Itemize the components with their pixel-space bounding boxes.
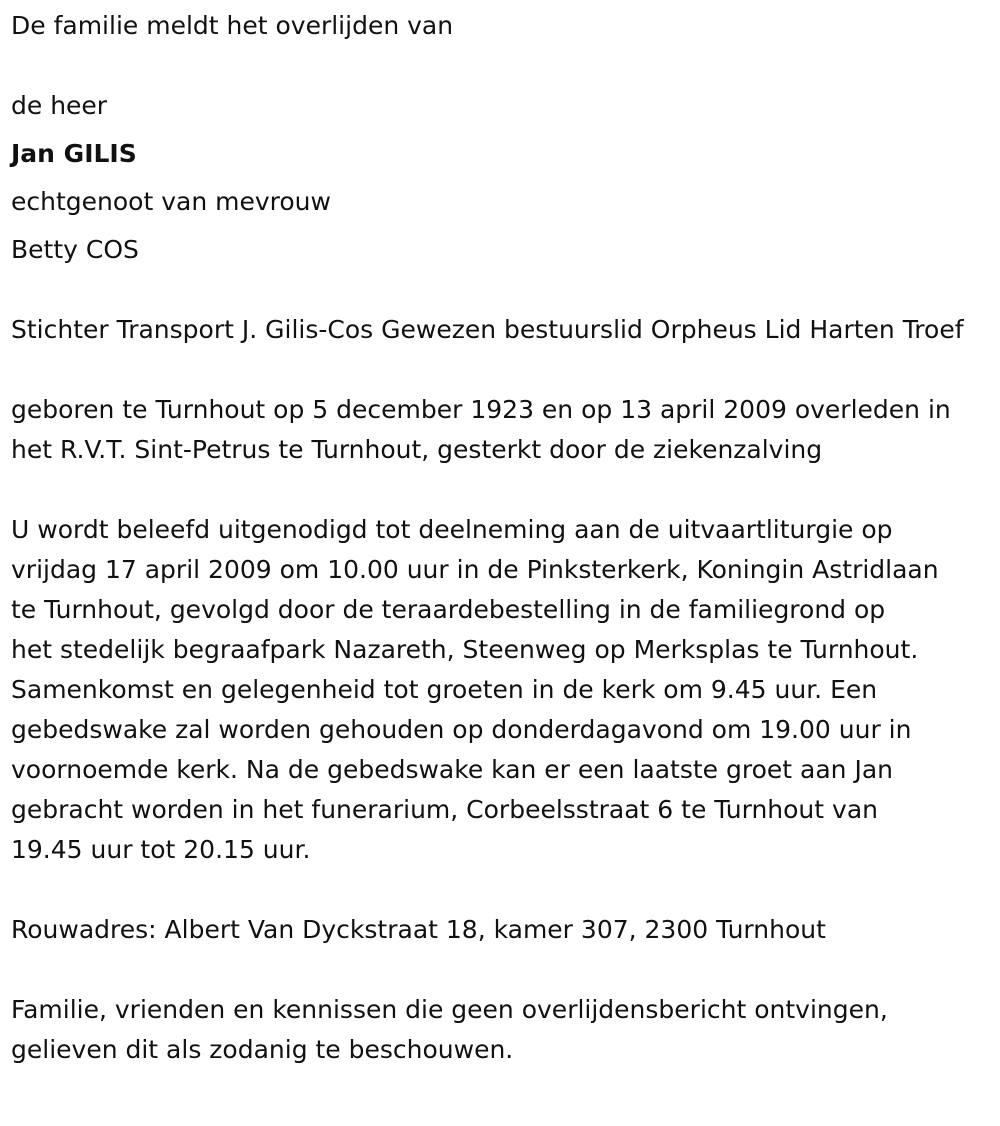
spouse-name: Betty COS [11,235,139,264]
mourning-address: Rouwadres: Albert Van Dyckstraat 18, kamer 307, 2300 Turnhout [11,915,826,944]
closing-paragraph [11,990,990,1070]
funeral-line: U wordt beleefd uitgenodigd tot deelneming aan de uitvaartliturgie op [11,515,893,544]
spacer [11,174,990,182]
intro-text: De familie meldt het overlijden van [11,11,454,40]
roles-text: Stichter Transport J. Gilis-Cos Gewezen bestuurslid Orpheus Lid Harten Troef [11,315,964,344]
birth-death-text: geboren te Turnhout op 5 december 1923 en op 13 april 2009 overleden in het R.V.T. Sint-Petrus te Turnhout, gesterkt door de ziekenzalving [11,395,951,464]
funeral-line: te Turnhout, gevolgd door de teraardebestelling in de familiegrond op [11,595,886,624]
spacer [11,350,990,390]
spacer [11,870,990,910]
spacer [11,470,990,510]
deceased-name: Jan GILIS [11,139,137,168]
funeral-line: voornoemde kerk. Na de gebedswake kan er een laatste groet aan Jan [11,755,893,784]
funeral-line: gebracht worden in het funerarium, Corbeelsstraat 6 te Turnhout van [11,795,878,824]
spacer [11,950,990,990]
closing-line: Familie, vrienden en kennissen die geen overlijdensbericht ontvingen, [11,995,888,1024]
spacer [11,126,990,134]
funeral-line: het stedelijk begraafpark Nazareth, Steenweg op Merksplas te Turnhout. [11,635,919,664]
spouse-label: echtgenoot van mevrouw [11,187,331,216]
spacer [11,270,990,310]
funeral-line: gebedswake zal worden gehouden op donderdagavond om 19.00 uur in [11,715,912,744]
funeral-line: 19.45 uur tot 20.15 uur. [11,835,311,864]
closing-line: gelieven dit als zodanig te beschouwen. [11,1035,514,1064]
funeral-paragraph [11,510,990,870]
funeral-line: Samenkomst en gelegenheid tot groeten in de kerk om 9.45 uur. Een [11,675,878,704]
title-text: de heer [11,91,108,120]
funeral-line: vrijdag 17 april 2009 om 10.00 uur in de Pinksterkerk, Koningin Astridlaan [11,555,939,584]
spacer [11,222,990,230]
spacer [11,46,990,86]
